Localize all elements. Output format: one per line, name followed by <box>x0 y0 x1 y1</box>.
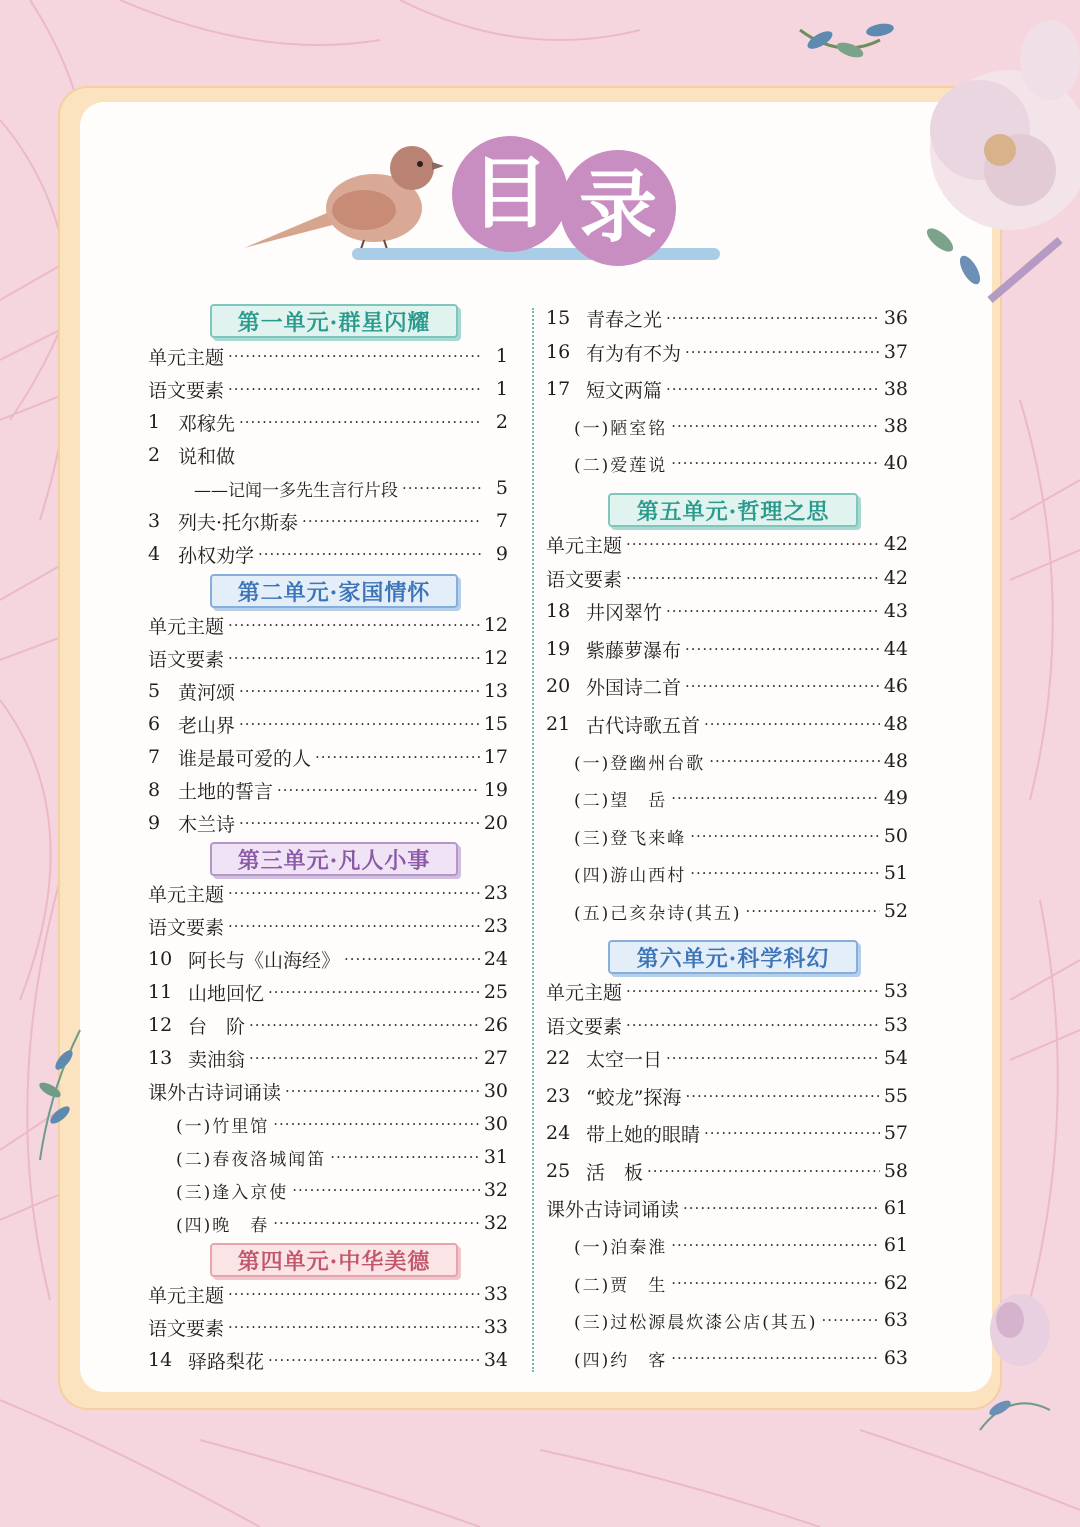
toc-entry-title: 单元主题 <box>148 883 225 906</box>
toc-leader-dots <box>228 616 480 634</box>
toc-entry[interactable] <box>546 897 908 925</box>
toc-entry[interactable] <box>148 1346 508 1374</box>
toc-entry-title: 黄河颂 <box>178 681 236 704</box>
toc-entry-page: 37 <box>883 341 908 363</box>
toc-entry-title: 课外古诗词诵读 <box>546 1198 680 1221</box>
toc-entry[interactable] <box>546 1157 908 1185</box>
toc-leader-dots <box>690 864 880 882</box>
toc-entry-page: 19 <box>483 779 508 801</box>
column-divider <box>532 308 534 1372</box>
toc-entry-page: 20 <box>483 812 508 834</box>
toc-leader-dots <box>302 512 482 530</box>
toc-entry-number: 4 <box>148 543 161 565</box>
unit-heading: 第二单元·家国情怀 <box>210 574 458 608</box>
toc-entry-title: 单元主题 <box>546 981 623 1004</box>
toc-entry-number: 1 <box>148 411 161 433</box>
toc-entry-title: 活 板 <box>586 1161 644 1184</box>
toc-entry-page: 62 <box>883 1272 908 1294</box>
toc-entry-page: 36 <box>883 307 908 329</box>
toc-entry[interactable] <box>546 822 908 850</box>
unit-heading: 第四单元·中华美德 <box>210 1243 458 1277</box>
toc-leader-dots <box>228 649 480 667</box>
toc-entry-page: 1 <box>495 378 508 400</box>
toc-entry-page: 51 <box>883 862 908 884</box>
toc-entry-title: 太空一日 <box>586 1048 663 1071</box>
toc-entry[interactable] <box>148 1110 508 1138</box>
toc-entry[interactable] <box>546 304 908 332</box>
toc-entry-title: “蛟龙”探海 <box>586 1086 682 1109</box>
toc-leader-dots <box>666 1049 880 1067</box>
toc-entry[interactable] <box>148 677 508 705</box>
toc-entry[interactable] <box>546 977 908 1005</box>
toc-entry-number: 25 <box>546 1160 571 1182</box>
title-underline-bar <box>352 248 720 260</box>
toc-leader-dots <box>626 535 880 553</box>
toc-entry-title: 卖油翁 <box>188 1048 246 1071</box>
toc-leader-dots <box>273 1214 480 1232</box>
toc-entry[interactable] <box>148 540 508 568</box>
toc-leader-dots <box>671 789 880 807</box>
toc-entry[interactable] <box>546 1011 908 1039</box>
toc-leader-dots <box>258 545 482 563</box>
toc-entry[interactable] <box>148 1143 508 1171</box>
toc-entry-page: 2 <box>495 411 508 433</box>
toc-leader-dots <box>709 752 880 770</box>
toc-entry-number: 15 <box>546 307 571 329</box>
toc-entry-number: 6 <box>148 713 161 735</box>
toc-entry-number: 10 <box>148 948 173 970</box>
toc-entry[interactable] <box>546 784 908 812</box>
toc-entry-page: 34 <box>483 1349 508 1371</box>
toc-entry[interactable] <box>148 776 508 804</box>
toc-entry[interactable] <box>546 747 908 775</box>
toc-leader-dots <box>746 902 880 920</box>
toc-entry-title: 谁是最可爱的人 <box>178 747 312 770</box>
flower-decoration-icon <box>960 1290 1070 1440</box>
toc-entry-title: 紫藤萝瀑布 <box>586 639 682 662</box>
toc-leader-dots <box>249 1016 480 1034</box>
toc-entry-number: 14 <box>148 1349 173 1371</box>
toc-entry[interactable] <box>148 611 508 639</box>
toc-entry-number: 16 <box>546 341 571 363</box>
toc-entry-title: 木兰诗 <box>178 813 236 836</box>
toc-entry[interactable] <box>546 1044 908 1072</box>
toc-entry[interactable] <box>148 1077 508 1105</box>
toc-leader-dots <box>344 950 480 968</box>
toc-entry-title: 老山界 <box>178 714 236 737</box>
toc-entry-title: 山地回忆 <box>188 982 265 1005</box>
toc-entry[interactable] <box>546 449 908 477</box>
toc-entry-page: 24 <box>483 948 508 970</box>
toc-entry-number: 2 <box>148 444 161 466</box>
toc-entry-title: (一)泊秦淮 <box>574 1237 668 1258</box>
toc-entry[interactable] <box>148 809 508 837</box>
toc-leader-dots <box>685 1087 879 1105</box>
toc-entry-title: (三)登飞来峰 <box>574 828 687 849</box>
toc-entry[interactable] <box>546 597 908 625</box>
toc-entry-page: 42 <box>883 533 908 555</box>
toc-entry[interactable] <box>546 1231 908 1259</box>
toc-leader-dots <box>685 640 880 658</box>
toc-entry[interactable] <box>546 1194 908 1222</box>
toc-entry[interactable] <box>148 710 508 738</box>
toc-entry-number: 12 <box>148 1014 173 1036</box>
toc-leader-dots <box>704 1124 880 1142</box>
toc-entry-page: 30 <box>483 1080 508 1102</box>
toc-entry-page: 43 <box>883 600 908 622</box>
toc-leader-dots <box>647 1162 880 1180</box>
toc-entry-title: (一)竹里馆 <box>176 1116 270 1137</box>
toc-entry-title: (四)晚 春 <box>176 1215 270 1236</box>
toc-entry-page: 50 <box>883 825 908 847</box>
toc-entry-number: 5 <box>148 680 161 702</box>
toc-entry-title: 有为有不为 <box>586 342 682 365</box>
toc-entry-page: 61 <box>883 1234 908 1256</box>
toc-entry-page: 57 <box>883 1122 908 1144</box>
toc-entry[interactable] <box>546 530 908 558</box>
toc-entry-page: 23 <box>483 882 508 904</box>
toc-entry-page: 53 <box>883 1014 908 1036</box>
toc-leader-dots <box>315 748 480 766</box>
toc-entry-title: 语文要素 <box>148 916 225 939</box>
toc-entry-title: (四)游山西村 <box>574 865 687 886</box>
toc-leader-dots <box>228 380 482 398</box>
toc-entry-title: 语文要素 <box>148 379 225 402</box>
toc-entry-title: 语文要素 <box>148 648 225 671</box>
toc-leader-dots <box>626 569 880 587</box>
toc-entry[interactable] <box>148 945 508 973</box>
toc-entry[interactable] <box>546 375 908 403</box>
toc-entry-page: 54 <box>883 1047 908 1069</box>
toc-entry[interactable] <box>546 710 908 738</box>
toc-entry-title: (二)春夜洛城闻笛 <box>176 1149 327 1170</box>
toc-entry-title: (一)陋室铭 <box>574 418 668 439</box>
toc-leader-dots <box>685 677 880 695</box>
toc-entry-page: 38 <box>883 415 908 437</box>
toc-leader-dots <box>273 1115 480 1133</box>
toc-entry-page: 53 <box>883 980 908 1002</box>
toc-leader-dots <box>626 982 880 1000</box>
toc-leader-dots <box>228 1285 480 1303</box>
toc-leader-dots <box>239 682 480 700</box>
toc-entry-page: 25 <box>483 981 508 1003</box>
toc-entry-number: 8 <box>148 779 161 801</box>
toc-entry-title: 单元主题 <box>148 615 225 638</box>
toc-entry-page: 12 <box>483 614 508 636</box>
toc-entry-page: 49 <box>883 787 908 809</box>
toc-entry-page: 63 <box>883 1309 908 1331</box>
toc-leader-dots <box>683 1199 880 1217</box>
toc-entry-page: 40 <box>883 452 908 474</box>
toc-entry-page: 27 <box>483 1047 508 1069</box>
toc-leader-dots <box>239 814 480 832</box>
toc-entry-title: 单元主题 <box>546 534 623 557</box>
toc-entry-title: 孙权劝学 <box>178 544 255 567</box>
toc-leader-dots <box>268 983 480 1001</box>
toc-entry-title: 语文要素 <box>148 1317 225 1340</box>
toc-entry[interactable] <box>148 474 508 502</box>
toc-entry-title: 单元主题 <box>148 346 225 369</box>
toc-entry-title: (五)己亥杂诗(其五) <box>574 903 742 924</box>
toc-entry-page: 12 <box>483 647 508 669</box>
toc-leader-dots <box>268 1351 480 1369</box>
toc-entry-number: 18 <box>546 600 571 622</box>
toc-entry[interactable] <box>546 338 908 366</box>
toc-entry[interactable] <box>148 1044 508 1072</box>
toc-leader-dots <box>239 413 482 431</box>
toc-entry-page: 31 <box>483 1146 508 1168</box>
toc-leader-dots <box>228 917 480 935</box>
toc-entry-title: 单元主题 <box>148 1284 225 1307</box>
toc-entry-number: 17 <box>546 378 571 400</box>
toc-entry-title: (一)登幽州台歌 <box>574 753 706 774</box>
toc-entry-title: 土地的誓言 <box>178 780 274 803</box>
toc-entry[interactable] <box>546 859 908 887</box>
toc-leader-dots <box>671 454 880 472</box>
unit-heading: 第五单元·哲理之思 <box>608 493 858 527</box>
toc-entry-number: 3 <box>148 510 161 532</box>
toc-leader-dots <box>671 1274 880 1292</box>
toc-entry-page: 32 <box>483 1179 508 1201</box>
unit-heading: 第三单元·凡人小事 <box>210 842 458 876</box>
toc-entry[interactable] <box>546 564 908 592</box>
toc-entry[interactable] <box>546 672 908 700</box>
toc-entry-title: 青春之光 <box>586 308 663 331</box>
toc-entry-page: 5 <box>495 477 508 499</box>
toc-entry-number: 7 <box>148 746 161 768</box>
toc-entry-page: 38 <box>883 378 908 400</box>
toc-entry-page: 1 <box>495 345 508 367</box>
toc-leader-dots <box>330 1148 480 1166</box>
toc-entry-page: 23 <box>483 915 508 937</box>
toc-entry-title: 带上她的眼睛 <box>586 1123 701 1146</box>
toc-leader-dots <box>228 347 482 365</box>
toc-entry[interactable] <box>148 342 508 370</box>
toc-entry-title: 说和做 <box>178 445 236 468</box>
toc-entry-title: 课外古诗词诵读 <box>148 1081 282 1104</box>
toc-leader-dots <box>402 479 482 497</box>
unit-heading: 第一单元·群星闪耀 <box>210 304 458 338</box>
toc-entry-title: 阿长与《山海经》 <box>188 949 341 972</box>
toc-entry-page: 61 <box>883 1197 908 1219</box>
toc-leader-dots <box>704 715 880 733</box>
toc-entry[interactable] <box>148 1280 508 1308</box>
bird-icon <box>244 140 444 260</box>
toc-entry[interactable] <box>148 912 508 940</box>
toc-entry[interactable] <box>148 1176 508 1204</box>
toc-entry-title: 列夫·托尔斯泰 <box>178 511 299 534</box>
toc-entry[interactable] <box>546 1269 908 1297</box>
toc-entry-page: 46 <box>883 675 908 697</box>
toc-entry-page: 52 <box>883 900 908 922</box>
toc-leader-dots <box>285 1082 480 1100</box>
toc-entry-page: 17 <box>483 746 508 768</box>
toc-entry[interactable] <box>148 743 508 771</box>
toc-entry-title: 语文要素 <box>546 568 623 591</box>
toc-entry[interactable] <box>546 412 908 440</box>
toc-leader-dots <box>666 380 880 398</box>
toc-entry-page: 33 <box>483 1316 508 1338</box>
toc-entry-number: 24 <box>546 1122 571 1144</box>
toc-entry[interactable] <box>148 1011 508 1039</box>
toc-entry-page: 26 <box>483 1014 508 1036</box>
toc-entry-title: (二)望 岳 <box>574 790 668 811</box>
toc-entry-page: 42 <box>883 567 908 589</box>
toc-entry[interactable] <box>148 507 508 535</box>
toc-entry-title: 台 阶 <box>188 1015 246 1038</box>
toc-entry[interactable] <box>148 1209 508 1237</box>
toc-entry-title: ——记闻一多先生言行片段 <box>194 480 398 501</box>
toc-entry[interactable] <box>546 1082 908 1110</box>
toc-leader-dots <box>666 309 880 327</box>
toc-entry-page: 63 <box>883 1347 908 1369</box>
leaf-decoration-icon <box>20 1020 90 1160</box>
toc-leader-dots <box>671 1236 880 1254</box>
toc-leader-dots <box>249 1049 480 1067</box>
title-char-1: 目 <box>452 136 568 252</box>
toc-entry-title: 短文两篇 <box>586 379 663 402</box>
toc-entry-number: 20 <box>546 675 571 697</box>
toc-entry-page: 55 <box>883 1085 908 1107</box>
toc-entry-number: 21 <box>546 713 571 735</box>
toc-entry-number: 23 <box>546 1085 571 1107</box>
toc-entry[interactable] <box>148 879 508 907</box>
toc-entry-page: 48 <box>883 750 908 772</box>
toc-leader-dots <box>671 1349 880 1367</box>
toc-entry-number: 19 <box>546 638 571 660</box>
toc-entry-page: 33 <box>483 1283 508 1305</box>
toc-entry-page: 44 <box>883 638 908 660</box>
toc-leader-dots <box>239 715 480 733</box>
toc-entry-title: 井冈翠竹 <box>586 601 663 624</box>
toc-entry-title: 语文要素 <box>546 1015 623 1038</box>
unit-heading: 第六单元·科学科幻 <box>608 940 858 974</box>
toc-entry-title: 邓稼先 <box>178 412 236 435</box>
toc-leader-dots <box>685 343 880 361</box>
toc-entry-title: (四)约 客 <box>574 1350 668 1371</box>
toc-entry[interactable] <box>546 1119 908 1147</box>
toc-entry-title: (三)逢入京使 <box>176 1182 289 1203</box>
toc-entry[interactable] <box>546 1344 908 1372</box>
toc-entry[interactable] <box>546 635 908 663</box>
toc-entry-title: (二)贾 生 <box>574 1275 668 1296</box>
toc-leader-dots <box>228 884 480 902</box>
title-char-2: 录 <box>560 150 676 266</box>
toc-entry[interactable] <box>148 441 508 469</box>
toc-entry-title: 外国诗二首 <box>586 676 682 699</box>
toc-entry-number: 22 <box>546 1047 571 1069</box>
toc-entry-page: 7 <box>495 510 508 532</box>
flower-decoration-icon <box>760 0 1080 330</box>
toc-entry-title: 驿路梨花 <box>188 1350 265 1373</box>
toc-entry[interactable] <box>148 1313 508 1341</box>
toc-entry-page: 48 <box>883 713 908 735</box>
toc-leader-dots <box>626 1016 880 1034</box>
toc-entry-page: 30 <box>483 1113 508 1135</box>
toc-entry-page: 9 <box>495 543 508 565</box>
toc-entry[interactable] <box>148 644 508 672</box>
toc-leader-dots <box>228 1318 480 1336</box>
toc-entry[interactable] <box>148 408 508 436</box>
toc-leader-dots <box>292 1181 480 1199</box>
toc-leader-dots <box>822 1311 880 1329</box>
toc-leader-dots <box>666 602 880 620</box>
toc-entry-page: 32 <box>483 1212 508 1234</box>
toc-entry-number: 11 <box>148 981 173 1003</box>
toc-leader-dots <box>690 827 880 845</box>
toc-leader-dots <box>671 417 880 435</box>
toc-leader-dots <box>277 781 480 799</box>
toc-entry[interactable] <box>148 978 508 1006</box>
toc-entry-page: 58 <box>883 1160 908 1182</box>
toc-entry-number: 13 <box>148 1047 173 1069</box>
toc-entry-number: 9 <box>148 812 161 834</box>
toc-entry-title: (二)爱莲说 <box>574 455 668 476</box>
toc-entry[interactable] <box>546 1306 908 1334</box>
toc-entry-title: (三)过松源晨炊漆公店(其五) <box>574 1312 818 1333</box>
toc-entry-title: 古代诗歌五首 <box>586 714 701 737</box>
toc-entry-page: 15 <box>483 713 508 735</box>
toc-entry-page: 13 <box>483 680 508 702</box>
toc-entry[interactable] <box>148 375 508 403</box>
